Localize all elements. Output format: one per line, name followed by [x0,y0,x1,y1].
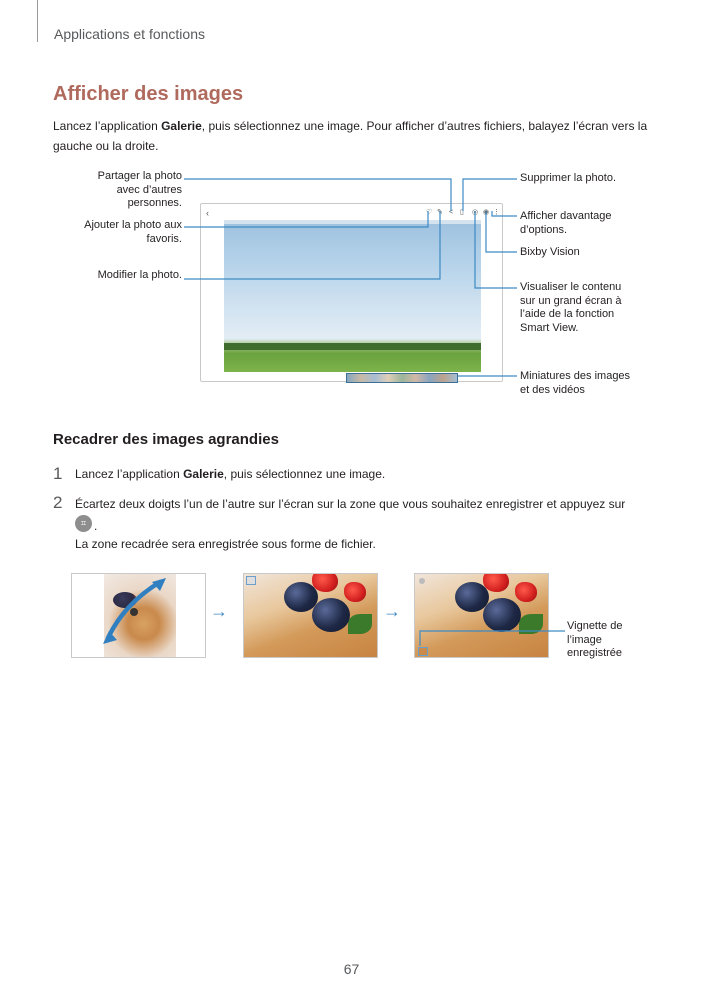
subsection-title: Recadrer des images agrandies [53,431,279,448]
bixby-vision-icon[interactable]: ◉ [483,209,490,216]
more-options-icon[interactable]: ⋮ [493,209,500,216]
step-1-app-name: Galerie [183,467,224,481]
page-number: 67 [343,961,360,977]
intro-text-before: Lancez l’application [53,119,162,133]
callout-favorite: Ajouter la photo aux favoris. [84,219,182,245]
running-header: Applications et fonctions [54,26,205,42]
callout-edit: Modifier la photo. [97,269,182,281]
delete-icon[interactable]: ▯ [460,209,464,216]
favorite-icon[interactable]: ♡ [426,209,433,216]
callout-share: Partager la photo avec d’autres personnes. [97,170,182,209]
step-1-number: 1 [53,464,63,483]
section-title: Afficher des images [53,83,244,105]
step-2-text: Écartez deux doigts l’un de l’autre sur l’écran sur la zone que vous souhaitez enregistrer et appuyez sur [75,497,626,511]
step-2-text-end: . [94,519,98,533]
step-1-text-before: Lancez l’application [75,467,184,481]
edit-icon[interactable]: ✎ [437,209,443,216]
smart-view-icon[interactable]: ◎ [472,209,479,216]
callout-smart-view: Visualiser le contenu sur un grand écran à l’aide de la fonction Smart View. [520,281,622,334]
share-icon[interactable]: < [449,209,454,216]
back-icon[interactable]: ‹ [206,208,209,218]
step-arrow-2-icon: → [383,601,401,621]
crop-save-icon: ⌗ [75,515,92,532]
intro-text-after: , puis sélectionnez une image. Pour afficher d’autres fichiers, balayez l’écran vers la gauche ou la droite. [53,119,648,153]
step-2-note: La zone recadrée sera enregistrée sous forme de fichier. [75,537,376,551]
step-2-number: 2 [53,493,63,512]
intro-app-name: Galerie [161,119,202,133]
step-arrow-1-icon: → [210,601,228,621]
callout-more-options: Afficher davantage d’options. [520,210,612,236]
callout-saved-thumbnail: Vignette de l’image enregistrée [567,620,623,659]
step-1-text-after: , puis sélectionnez une image. [223,467,386,481]
callout-thumbnails: Miniatures des images et des vidéos [520,370,631,396]
callout-bixby-vision: Bixby Vision [520,246,580,258]
callout-delete: Supprimer la photo. [520,172,616,184]
